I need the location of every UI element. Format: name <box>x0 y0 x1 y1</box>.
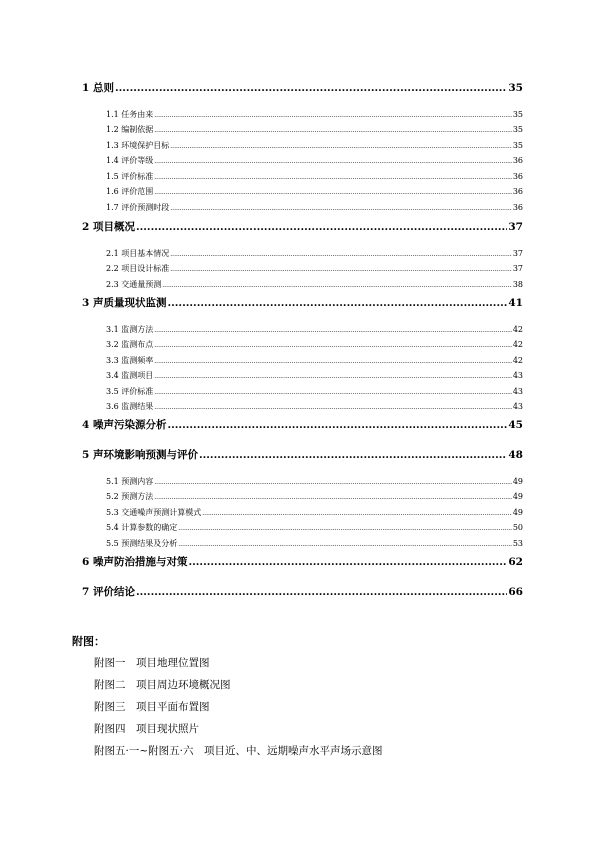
toc-entry-page-number: 48 <box>508 449 523 461</box>
toc-entry-title: 6 噪声防治措施与对策 <box>82 556 188 568</box>
appendix-figure-item: 附图五·一~附图五·六 项目近、中、远期噪声水平声场示意图 <box>94 745 383 757</box>
toc-entry-page-number: 36 <box>512 172 523 181</box>
toc-chapter-entry[interactable] <box>82 554 523 569</box>
toc-leader-dots <box>178 539 512 548</box>
toc-entry-title: 4 噪声污染源分析 <box>82 419 167 431</box>
toc-entry-page-number: 50 <box>512 523 523 532</box>
toc-entry-title: 1.6 评价范围 <box>106 187 154 196</box>
toc-entry-title: 1.2 编制依据 <box>106 125 154 134</box>
toc-entry-title: 3.5 评价标准 <box>106 387 154 396</box>
toc-entry-page-number: 35 <box>512 110 523 119</box>
toc-section-entry[interactable] <box>106 279 523 290</box>
appendix-figure-item: 附图三 项目平面布置图 <box>94 701 210 713</box>
toc-entry-title: 5.4 计算参数的确定 <box>106 523 178 532</box>
toc-leader-dots <box>154 125 512 134</box>
toc-section-entry[interactable] <box>106 155 523 166</box>
toc-chapter-entry[interactable] <box>82 80 523 95</box>
toc-entry-title: 2 项目概况 <box>82 221 135 233</box>
toc-section-entry[interactable] <box>106 507 523 518</box>
toc-leader-dots <box>170 264 512 273</box>
toc-leader-dots <box>154 110 512 119</box>
toc-leader-dots <box>154 325 512 334</box>
toc-leader-dots <box>170 203 512 212</box>
toc-section-entry[interactable] <box>106 339 523 350</box>
toc-chapter-entry[interactable] <box>82 417 523 432</box>
toc-leader-dots <box>167 297 507 309</box>
toc-chapter-entry[interactable] <box>82 584 523 599</box>
appendix-figure-item: 附图一 项目地理位置图 <box>94 657 210 669</box>
toc-leader-dots <box>188 556 507 568</box>
toc-entry-page-number: 41 <box>508 297 523 309</box>
toc-entry-page-number: 62 <box>508 556 523 568</box>
toc-entry-page-number: 35 <box>512 125 523 134</box>
toc-section-entry[interactable] <box>106 263 523 274</box>
toc-entry-page-number: 49 <box>512 508 523 517</box>
toc-entry-page-number: 43 <box>512 402 523 411</box>
toc-section-entry[interactable] <box>106 324 523 335</box>
toc-leader-dots <box>154 402 512 411</box>
toc-section-entry[interactable] <box>106 370 523 381</box>
toc-entry-title: 1.5 评价标准 <box>106 172 154 181</box>
toc-leader-dots <box>154 356 512 365</box>
toc-section-entry[interactable] <box>106 401 523 412</box>
appendix-figures-list <box>94 656 382 766</box>
toc-section-entry[interactable] <box>106 491 523 502</box>
toc-chapter-entry[interactable] <box>82 219 523 234</box>
toc-section-entry[interactable] <box>106 355 523 366</box>
toc-entry-page-number: 37 <box>508 221 523 233</box>
toc-entry-title: 1 总则 <box>82 82 114 94</box>
toc-entry-title: 2.3 交通量预测 <box>106 280 162 289</box>
toc-entry-page-number: 38 <box>512 280 523 289</box>
toc-entry-page-number: 42 <box>512 325 523 334</box>
appendix-figure-item: 附图二 项目周边环境概况图 <box>94 679 231 691</box>
toc-section-entry[interactable] <box>106 171 523 182</box>
toc-section-entry[interactable] <box>106 248 523 259</box>
toc-chapter-entry[interactable] <box>82 295 523 310</box>
toc-entry-title: 3.4 监测项目 <box>106 371 154 380</box>
toc-entry-title: 7 评价结论 <box>82 586 135 598</box>
toc-entry-title: 3.3 监测频率 <box>106 356 154 365</box>
toc-entry-title: 2.1 项目基本情况 <box>106 249 170 258</box>
toc-leader-dots <box>154 387 512 396</box>
toc-entry-page-number: 42 <box>512 340 523 349</box>
toc-entry-title: 1.3 环境保护目标 <box>106 141 170 150</box>
toc-entry-title: 3.2 监测布点 <box>106 340 154 349</box>
toc-chapter-entry[interactable] <box>82 447 523 462</box>
toc-leader-dots <box>136 586 507 598</box>
toc-section-entry[interactable] <box>106 109 523 120</box>
toc-entry-title: 3 声质量现状监测 <box>82 297 167 309</box>
toc-leader-dots <box>170 141 512 150</box>
toc-entry-page-number: 37 <box>512 264 523 273</box>
toc-leader-dots <box>154 187 512 196</box>
toc-entry-title: 1.7 评价预测时段 <box>106 203 170 212</box>
toc-entry-title: 2.2 项目设计标准 <box>106 264 170 273</box>
toc-leader-dots <box>162 280 512 289</box>
toc-leader-dots <box>154 340 512 349</box>
toc-entry-title: 1.4 评价等级 <box>106 156 154 165</box>
toc-entry-title: 5.1 预测内容 <box>106 477 154 486</box>
toc-leader-dots <box>136 221 507 233</box>
toc-entry-page-number: 43 <box>512 387 523 396</box>
toc-leader-dots <box>154 156 512 165</box>
toc-leader-dots <box>167 419 507 431</box>
toc-entry-page-number: 42 <box>512 356 523 365</box>
toc-entry-page-number: 37 <box>512 249 523 258</box>
toc-leader-dots <box>170 249 512 258</box>
toc-entry-page-number: 43 <box>512 371 523 380</box>
toc-entry-page-number: 66 <box>508 586 523 598</box>
toc-entry-title: 3.1 监测方法 <box>106 325 154 334</box>
toc-section-entry[interactable] <box>106 124 523 135</box>
toc-entry-page-number: 49 <box>512 477 523 486</box>
toc-entry-page-number: 36 <box>512 156 523 165</box>
toc-entry-page-number: 36 <box>512 187 523 196</box>
toc-section-entry[interactable] <box>106 140 523 151</box>
toc-leader-dots <box>154 172 512 181</box>
toc-section-entry[interactable] <box>106 386 523 397</box>
toc-entry-page-number: 35 <box>508 82 523 94</box>
appendix-figures-heading: 附图： <box>72 635 105 648</box>
toc-entry-title: 5 声环境影响预测与评价 <box>82 449 198 461</box>
appendix-figure-item: 附图四 项目现状照片 <box>94 723 199 735</box>
toc-entry-title: 5.3 交通噪声预测计算模式 <box>106 508 202 517</box>
toc-entry-page-number: 36 <box>512 203 523 212</box>
toc-section-entry[interactable] <box>106 202 523 213</box>
toc-section-entry[interactable] <box>106 522 523 533</box>
toc-entry-title: 5.5 预测结果及分析 <box>106 539 178 548</box>
toc-leader-dots <box>154 477 512 486</box>
toc-section-entry[interactable] <box>106 538 523 549</box>
toc-leader-dots <box>178 523 512 532</box>
toc-leader-dots <box>154 492 512 501</box>
toc-leader-dots <box>154 371 512 380</box>
toc-entry-page-number: 35 <box>512 141 523 150</box>
toc-leader-dots <box>199 449 507 461</box>
toc-entry-title: 1.1 任务由来 <box>106 110 154 119</box>
toc-section-entry[interactable] <box>106 186 523 197</box>
toc-entry-title: 3.6 监测结果 <box>106 402 154 411</box>
toc-entry-page-number: 53 <box>512 539 523 548</box>
toc-entry-page-number: 49 <box>512 492 523 501</box>
toc-section-entry[interactable] <box>106 476 523 487</box>
toc-leader-dots <box>115 82 507 94</box>
toc-entry-title: 5.2 预测方法 <box>106 492 154 501</box>
toc-entry-page-number: 45 <box>508 419 523 431</box>
toc-leader-dots <box>202 508 512 517</box>
